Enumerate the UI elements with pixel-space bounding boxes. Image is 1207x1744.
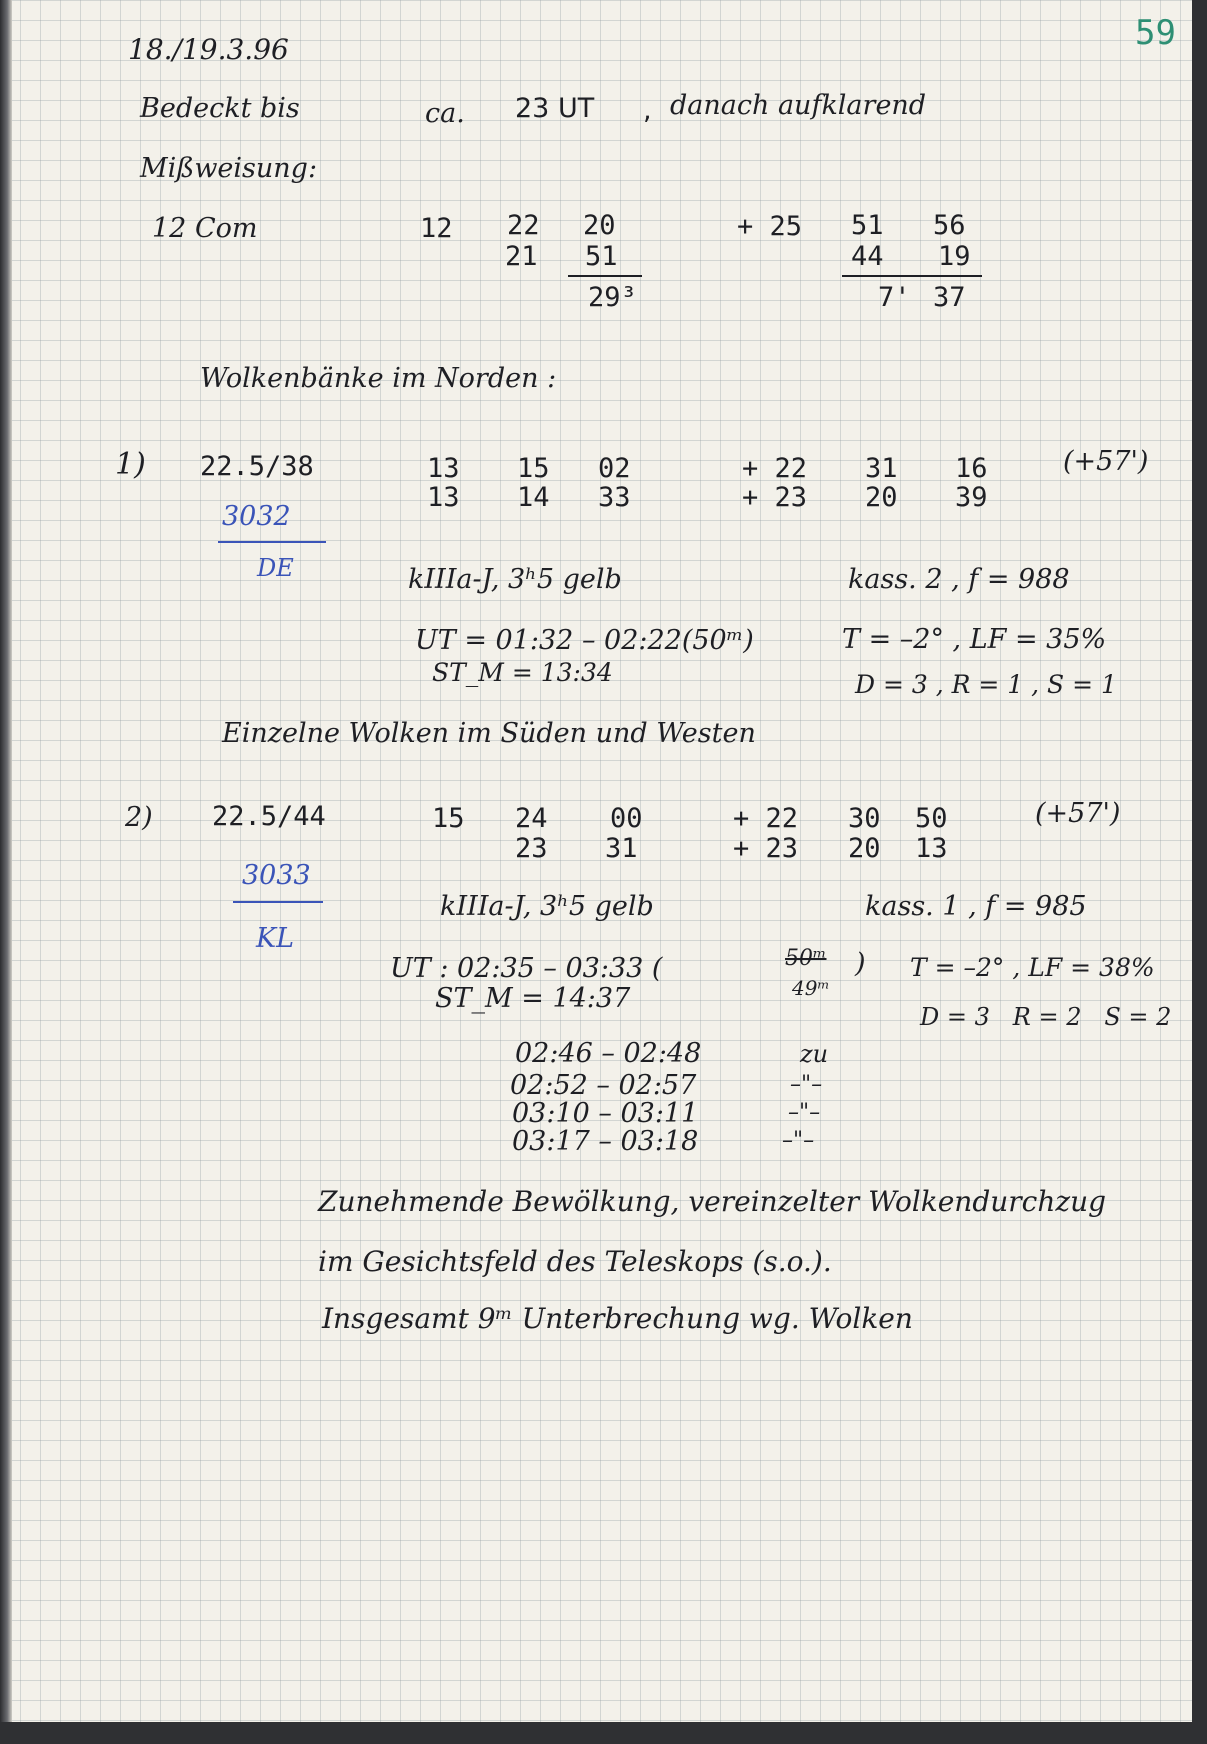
note-single-clouds: Einzelne Wolken im Süden und Westen — [222, 718, 756, 749]
obs-1-target: 22.5/38 — [200, 451, 314, 482]
obs-2-ra2-m: 23 — [515, 833, 548, 864]
cal-dec-2b: 19 — [938, 241, 971, 272]
obs-1-observer: DE — [257, 554, 294, 582]
observation-date: 18./19.3.96 — [128, 33, 289, 66]
page-number: 59 — [1135, 13, 1176, 53]
obs-2-plate-rule — [233, 901, 323, 903]
obs-2-temp: T = –2° , LF = 38% — [910, 953, 1155, 982]
obs-2-ra1-s: 00 — [610, 803, 643, 834]
interval-1-range: 02:46 – 02:48 — [515, 1038, 702, 1069]
interval-3-range: 03:10 – 03:11 — [512, 1098, 699, 1129]
closing-note-1: Zunehmende Bewölkung, vereinzelter Wolkendurchzug — [318, 1185, 1107, 1218]
obs-2-cassette: kass. 1 , f = 985 — [865, 891, 1087, 922]
cal-ra-1b: 20 — [583, 210, 616, 241]
obs-1-plate: 3032 — [222, 501, 291, 532]
obs-2-ut: UT : 02:35 – 03:33 ( — [390, 953, 663, 984]
obs-2-plate: 3033 — [242, 860, 311, 891]
obs-1-ra1-m: 15 — [517, 453, 550, 484]
obs-2-ut-close: ) — [855, 948, 866, 979]
missweisung-label: Mißweisung: — [140, 153, 318, 184]
cal-dec-diff-b: 37 — [933, 282, 966, 313]
obs-1-emulsion: kIIIa-J, 3ʰ5 gelb — [408, 564, 622, 595]
obs-2-emulsion: kIIIa-J, 3ʰ5 gelb — [440, 891, 654, 922]
weather-text-4: , — [643, 95, 652, 126]
obs-1-dec2-d: + 23 — [742, 482, 808, 513]
cal-dec-underline — [842, 275, 982, 277]
closing-note-3: Insgesamt 9ᵐ Unterbrechung wg. Wolken — [322, 1302, 913, 1335]
obs-2-ra1-m: 24 — [515, 803, 548, 834]
cal-dec-diff-a: 7' — [878, 282, 911, 313]
obs-2-seeing: D = 3 R = 2 S = 2 — [920, 1003, 1172, 1031]
obs-1-sidereal-time: ST_M = 13:34 — [432, 658, 613, 687]
obs-1-cassette: kass. 2 , f = 988 — [848, 564, 1070, 595]
obs-1-ra2-m: 14 — [517, 482, 550, 513]
obs-2-observer: KL — [256, 923, 295, 954]
cal-dec-2a: 44 — [851, 241, 884, 272]
obs-1-ra1-s: 02 — [598, 453, 631, 484]
cal-ra-diff: 29³ — [588, 282, 637, 313]
page-right-shadow — [1192, 0, 1207, 1744]
obs-1-ra2-h: 13 — [427, 482, 460, 513]
obs-2-sidereal-time: ST_M = 14:37 — [435, 983, 631, 1014]
note-clouds-north: Wolkenbänke im Norden : — [200, 363, 557, 394]
weather-text-5: danach aufklarend — [670, 90, 927, 121]
obs-2-ut-corrected: 49ᵐ — [792, 976, 830, 1000]
cal-ra-1a: 22 — [507, 210, 540, 241]
cal-ra-hours: 12 — [420, 213, 453, 244]
interval-4-range: 03:17 – 03:18 — [512, 1126, 699, 1157]
cal-dec-deg: + 25 — [737, 211, 803, 242]
obs-1-dec1-d: + 22 — [742, 453, 808, 484]
obs-2-ra2-s: 31 — [605, 833, 638, 864]
interval-3-mark: –"– — [788, 1100, 821, 1125]
obs-1-temp: T = –2° , LF = 35% — [842, 624, 1107, 655]
cal-ra-underline — [568, 275, 642, 277]
obs-1-dec2-s: 39 — [955, 482, 988, 513]
interval-1-mark: zu — [800, 1040, 829, 1068]
obs-2-ra1-h: 15 — [432, 803, 465, 834]
obs-1-offset: (+57') — [1063, 446, 1149, 477]
obs-2-offset: (+57') — [1035, 798, 1121, 829]
obs-1-ut: UT = 01:32 – 02:22(50ᵐ) — [415, 625, 754, 656]
obs-2-index: 2) — [125, 802, 153, 833]
obs-2-target: 22.5/44 — [212, 801, 326, 832]
obs-2-dec1-m: 30 — [848, 803, 881, 834]
cal-dec-1a: 51 — [851, 210, 884, 241]
obs-1-index: 1) — [115, 447, 146, 482]
obs-2-ut-struck: 50ᵐ — [785, 946, 827, 971]
obs-1-dec1-m: 31 — [865, 453, 898, 484]
weather-text-3: 23 UT — [515, 93, 595, 124]
weather-text-1: Bedeckt bis — [140, 93, 300, 124]
obs-2-dec1-d: + 22 — [733, 803, 799, 834]
cal-ra-2b: 51 — [585, 241, 618, 272]
interval-4-mark: –"– — [782, 1128, 815, 1153]
obs-2-dec1-s: 50 — [915, 803, 948, 834]
obs-2-dec2-s: 13 — [915, 833, 948, 864]
interval-2-mark: –"– — [790, 1072, 823, 1097]
obs-2-dec2-m: 20 — [848, 833, 881, 864]
notebook-spine — [0, 0, 12, 1722]
interval-2-range: 02:52 – 02:57 — [510, 1070, 697, 1101]
cal-ra-2a: 21 — [505, 241, 538, 272]
page-bottom-shadow — [0, 1722, 1207, 1744]
obs-1-ra2-s: 33 — [598, 482, 631, 513]
obs-1-seeing: D = 3 , R = 1 , S = 1 — [855, 670, 1117, 699]
obs-1-ra1-h: 13 — [427, 453, 460, 484]
obs-1-dec2-m: 20 — [865, 482, 898, 513]
cal-dec-1b: 56 — [933, 210, 966, 241]
obs-1-plate-rule — [218, 541, 326, 543]
closing-note-2: im Gesichtsfeld des Teleskops (s.o.). — [318, 1245, 832, 1278]
obs-1-dec1-s: 16 — [955, 453, 988, 484]
calibration-star: 12 Com — [152, 213, 258, 244]
weather-text-2: ca. — [425, 98, 465, 129]
obs-2-dec2-d: + 23 — [733, 833, 799, 864]
